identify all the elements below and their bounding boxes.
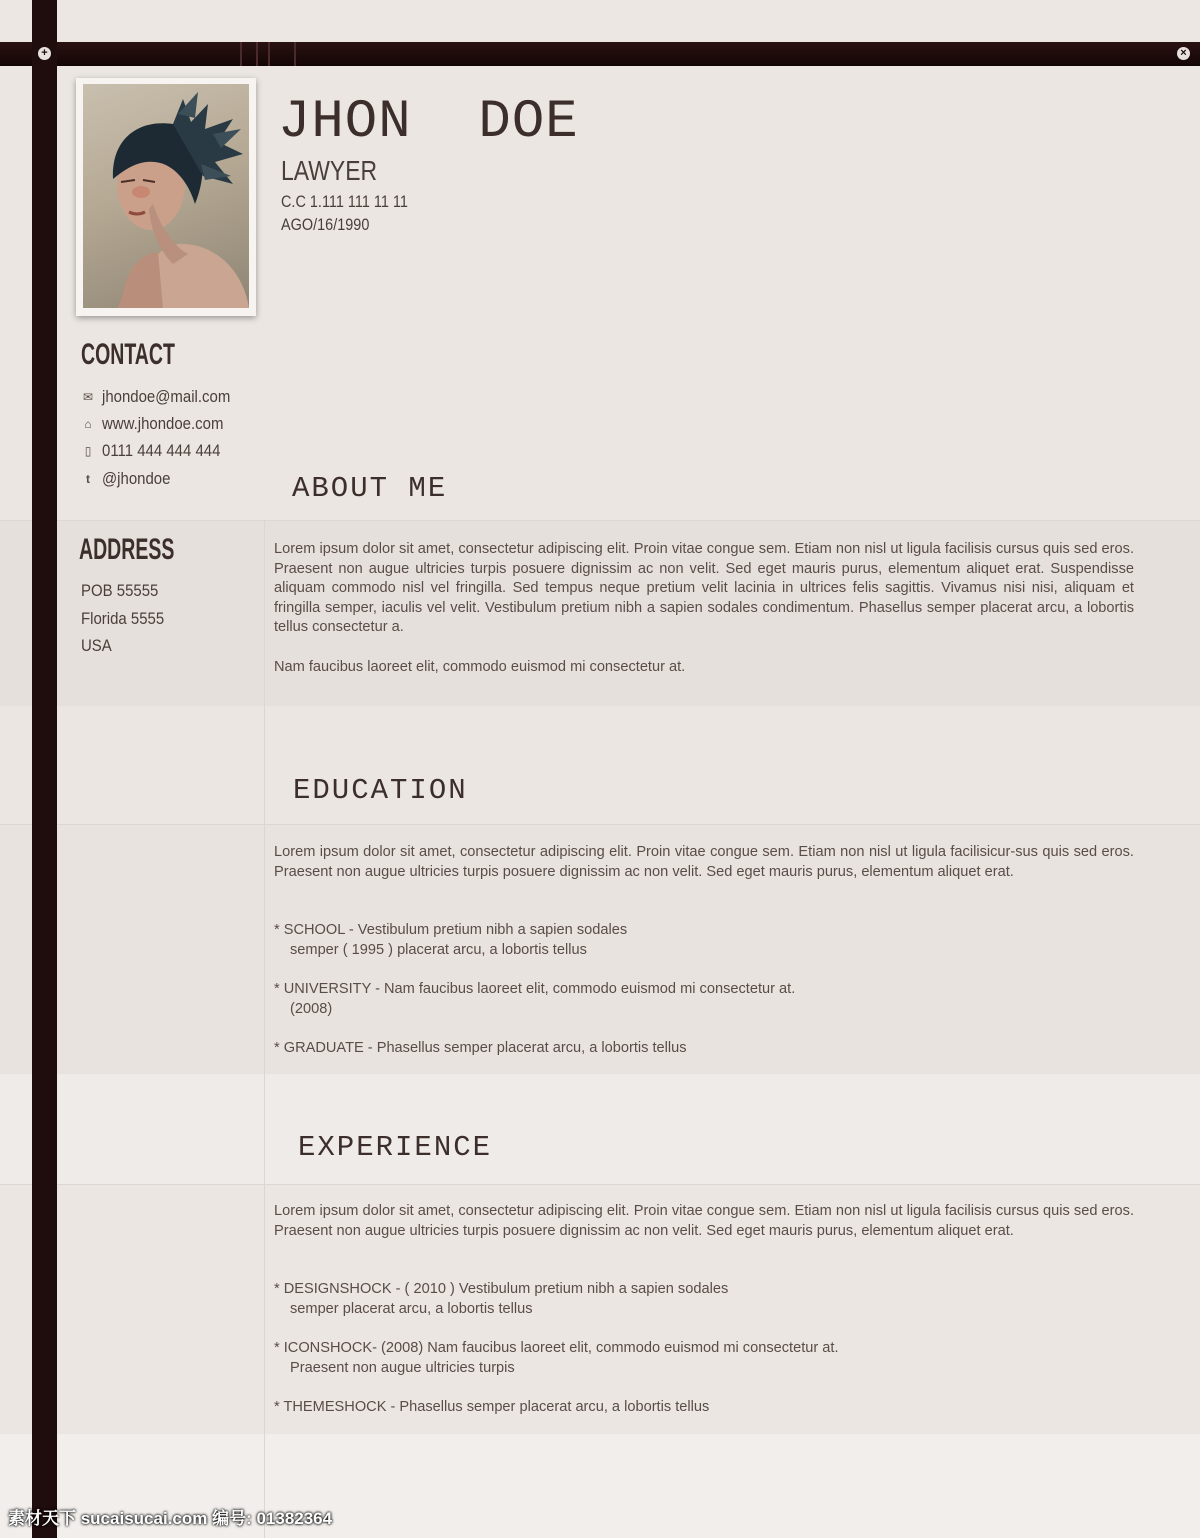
experience-item-title: * THEMESHOCK - Phasellus semper placerat arcu, a lobortis tellus	[274, 1399, 710, 1415]
experience-item-title: * ICONSHOCK- (2008) Nam faucibus laoreet elit, commodo euismod mi consectetur at.	[274, 1340, 839, 1356]
birth-date: AGO/16/1990	[281, 215, 370, 234]
id-number: C.C 1.111 111 11 11	[281, 192, 408, 211]
address-line: POB 55555	[81, 581, 159, 600]
education-title-band	[0, 706, 1200, 824]
address-line: USA	[81, 636, 112, 655]
job-title: LAWYER	[281, 155, 378, 186]
portrait-image	[83, 84, 249, 308]
education-item-title: * GRADUATE - Phasellus semper placerat arcu, a lobortis tellus	[274, 1040, 687, 1056]
column-divider	[264, 520, 265, 1538]
address-line: Florida 5555	[81, 609, 165, 628]
education-intro: Lorem ipsum dolor sit amet, consectetur adipiscing elit. Proin vitae congue sem. Etiam non nisl ut ligula facilisicur-sus quis sed eros. Praesent non augue ultricies turpis posuere dignissim ac non velit. Sed eget mauris purus, elementum aliquet erat.	[274, 844, 1134, 880]
experience-intro: Lorem ipsum dolor sit amet, consectetur adipiscing elit. Proin vitae congue sem. Etiam non nisl ut ligula facilisis cursus quis sed eros. Praesent non augue ultricies turpis posuere dignissim ac non velit. Sed eget mauris purus, elementum aliquet erat.	[274, 1203, 1134, 1239]
about-paragraph: Lorem ipsum dolor sit amet, consectetur adipiscing elit. Proin vitae congue sem. Etiam non nisl ut ligula facilisis cursus quis sed eros. Praesent non augue ultricies turpis posuere dignissim ac non velit. Sed eget mauris purus, elementum aliquet erat. Suspendisse aliquam commodo nisl vel fringilla. Sed tempus neque pretium velit lacinia in ultrices felis sagittis. Vivamus nisi nisi, aliquam et fringilla semper, iaculis vel velit. Vestibulum pretium nibh a sapien sodales condimentum. Phasellus semper placerat arcu, a lobortis tellus consectetur a.	[274, 541, 1134, 636]
contact-email[interactable]	[80, 387, 248, 407]
experience-title-band	[0, 1074, 1200, 1184]
full-name: JHON DOE	[278, 92, 579, 153]
education-item-detail: semper ( 1995 ) placerat arcu, a lobortis tellus	[290, 941, 587, 958]
education-item-detail: (2008)	[290, 1000, 333, 1017]
education-item	[274, 1039, 1134, 1059]
contact-phone	[80, 441, 237, 461]
experience-item-detail: semper placerat arcu, a lobortis tellus	[290, 1300, 533, 1317]
website-text[interactable]: www.jhondoe.com	[102, 414, 224, 433]
top-frame-bar	[0, 42, 1200, 66]
education-item-title: * SCHOOL - Vestibulum pretium nibh a sapien sodales	[274, 922, 628, 938]
experience-item	[274, 1398, 1134, 1418]
experience-heading: EXPERIENCE	[298, 1131, 493, 1164]
profile-photo	[76, 78, 256, 316]
experience-item	[274, 1280, 1134, 1319]
close-icon: ×	[1177, 47, 1190, 60]
phone-text: 0111 444 444 444	[102, 441, 221, 460]
home-icon: ⌂	[84, 417, 92, 431]
twitter-icon: t	[86, 472, 90, 486]
watermark-text: 素材天下 sucaisucai.com 编号: 01382364	[8, 1509, 333, 1528]
experience-item-detail: Praesent non augue ultricies turpis	[290, 1359, 515, 1376]
contact-website[interactable]	[80, 414, 240, 434]
contact-twitter[interactable]	[80, 469, 180, 489]
education-item	[274, 980, 1134, 1019]
rivet-icon: +	[38, 47, 51, 60]
about-paragraph: Nam faucibus laoreet elit, commodo euismod mi consectetur at.	[274, 659, 686, 675]
experience-item	[274, 1339, 1134, 1378]
contact-heading: CONTACT	[81, 338, 175, 371]
experience-item-title: * DESIGNSHOCK - ( 2010 ) Vestibulum pretium nibh a sapien sodales	[274, 1281, 729, 1297]
left-frame-bar	[32, 0, 57, 1538]
twitter-text[interactable]: @jhondoe	[102, 469, 171, 488]
envelope-icon: ✉	[82, 390, 94, 404]
education-item-title: * UNIVERSITY - Nam faucibus laoreet elit, commodo euismod mi consectetur at.	[274, 981, 796, 997]
about-heading: ABOUT ME	[292, 472, 448, 505]
education-heading: EDUCATION	[293, 774, 468, 807]
email-text[interactable]: jhondoe@mail.com	[102, 387, 231, 406]
education-item	[274, 921, 1134, 960]
phone-icon: ▯	[84, 444, 92, 458]
address-heading: ADDRESS	[79, 533, 175, 566]
